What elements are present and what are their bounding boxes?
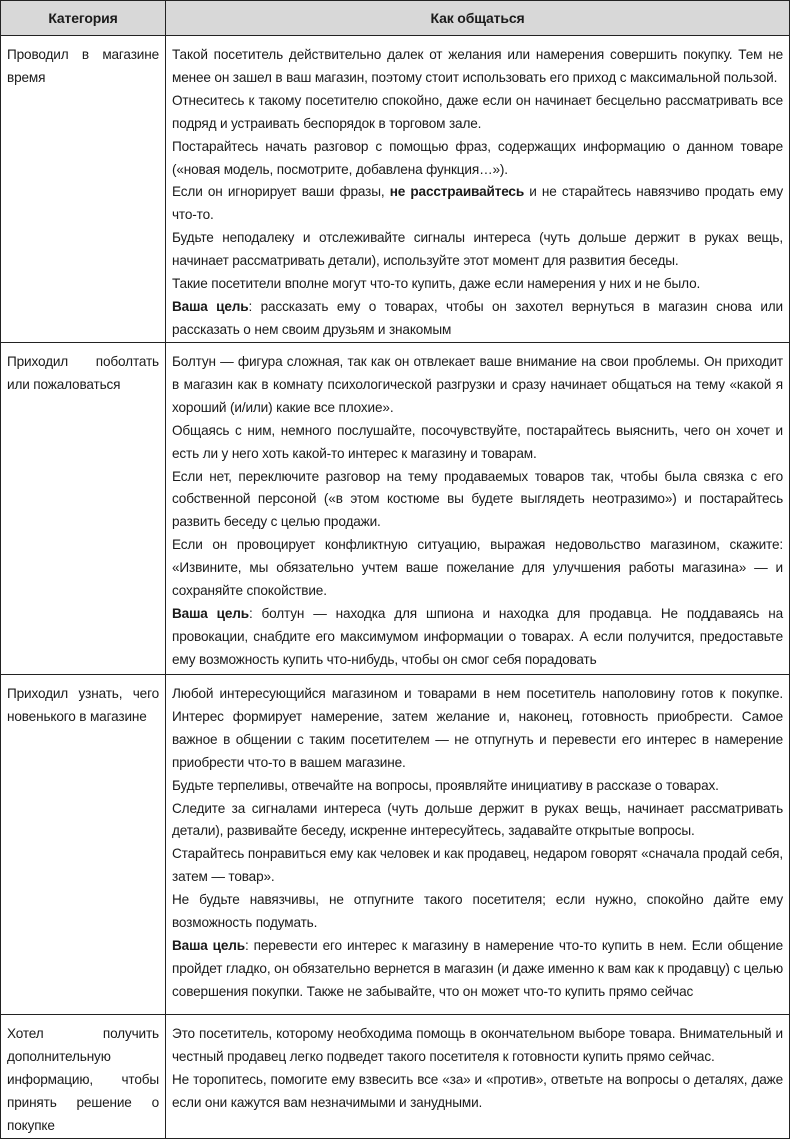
table-row [1, 343, 790, 675]
paragraph: Такой посетитель действительно далек от желания или намерения совершить покупку. Тем не менее он зашел в ваш магазин, поэтому стоит использовать его приход с максимальной пользой. [172, 47, 783, 85]
paragraph: Болтун — фигура сложная, так как он отвлекает ваше внимание на свои проблемы. Он приходит в магазин как в комнату психологической разгрузки и сразу начинает общаться на тему «какой я хороший (и/или) какие все плохие». [172, 354, 783, 415]
paragraph: Если он провоцирует конфликтную ситуацию, выражая недовольство магазином, скажите: «Извините, мы обязательно учтем ваше пожелание для улучшения работы магазина» — и сохраняйте спокойствие. [172, 537, 783, 599]
paragraph: Будьте терпеливы, отвечайте на вопросы, проявляйте инициативу в рассказе о товарах. [172, 777, 719, 793]
goal-paragraph: Ваша цель: рассказать ему о товарах, чтобы он захотел вернуться в магазин снова или рассказать о нем своим друзьям и знакомым [172, 298, 783, 337]
header-row [1, 1, 790, 36]
category-text: Приходил узнать, чего новенького в магазине [7, 686, 159, 724]
how-cell [166, 675, 790, 1015]
header-category: Категория [1, 1, 166, 36]
paragraph: Следите за сигналами интереса (чуть дольше держит в руках вещь, начинает рассматривать детали), развивайте беседу, искренне интересуйтесь, задавайте открытые вопросы. [172, 800, 783, 839]
paragraph: Если нет, переключите разговор на тему продаваемых товаров так, чтобы была связка с его собственной персоной («в этом костюме вы будете выглядеть неотразимо») и постарайтесь развить беседу с целью продажи. [172, 468, 783, 530]
paragraph: Это посетитель, которому необходима помощь в окончательном выборе товара. Внимательный и честный продавец легко подведет такого посетителя к готовности купить прямо сейчас. [172, 1026, 783, 1064]
category-cell [1, 675, 166, 1015]
paragraph: Не будьте навязчивы, не отпугните такого посетителя; если нужно, спокойно дайте ему возможность подумать. [172, 892, 783, 931]
goal-paragraph: Ваша цель: перевести его интерес к магазину в намерение что-то купить в нем. Если общение пройдет гладко, он обязательно вернется в магазин (и даже именно к вам как к продавцу) с целью совершения покупки. Также не забывайте, что он может что-то купить прямо сейчас [172, 937, 783, 999]
category-text: Приходил поболтать или пожаловаться [7, 354, 159, 392]
category-cell [1, 1015, 166, 1139]
category-text: Хотел получить дополнительную информацию, чтобы принять решение о покупке [7, 1026, 159, 1133]
header-how: Как общаться [166, 1, 790, 36]
paragraph: Такие посетители вполне могут что-то купить, даже если намерения у них и не было. [172, 276, 701, 292]
paragraph: Отнеситесь к такому посетителю спокойно, даже если он начинает бесцельно рассматривать все подряд и устраивать беспорядок в торговом зале. [172, 92, 783, 131]
paragraph: Общаясь с ним, немного послушайте, посочувствуйте, постарайтесь выяснить, чего он хочет и есть ли у него хоть какой-то интерес к магазину и товарам. [172, 422, 783, 461]
paragraph: Будьте неподалеку и отслеживайте сигналы интереса (чуть дольше держит в руках вещь, начинает рассматривать детали), используйте этот момент для развития беседы. [172, 230, 783, 269]
bold-phrase: не расстраивайтесь [389, 184, 525, 200]
goal-label: Ваша цель [172, 605, 249, 621]
paragraph: Не торопитесь, помогите ему взвесить все «за» и «против», ответьте на вопросы о деталях, даже если они кажутся вам незначимыми и занудными. [172, 1071, 783, 1110]
goal-label: Ваша цель [172, 937, 245, 953]
table-row [1, 36, 790, 343]
table-row [1, 1015, 790, 1139]
paragraph: Любой интересующийся магазином и товарами в нем посетитель наполовину готов к покупке. Интерес формирует намерение, затем желание и, наконец, готовность приобрести. Самое важное в общении с таким посетителем — не отпугнуть и перевести его интерес в намерение приобрести что-то в вашем магазине. [172, 686, 783, 770]
category-cell [1, 343, 166, 675]
goal-paragraph: Ваша цель: болтун — находка для шпиона и находка для продавца. Не поддаваясь на провокации, снабдите его максимумом информации о товарах. А если получится, предоставьте ему возможность купить что-нибудь, чтобы он смог себя порадовать [172, 605, 784, 667]
how-cell [166, 36, 790, 343]
category-cell [1, 36, 166, 343]
category-text: Проводил в магазине время [7, 47, 159, 85]
table-row [1, 675, 790, 1015]
paragraph: Старайтесь понравиться ему как человек и как продавец, недаром говорят «сначала продай себя, затем — товар». [172, 846, 783, 885]
goal-label: Ваша цель [172, 298, 249, 314]
how-cell [166, 1015, 790, 1139]
paragraph: Если он игнорирует ваши фразы, не расстраивайтесь и не старайтесь навязчиво продать ему что-то. [172, 184, 783, 223]
paragraph: Постарайтесь начать разговор с помощью фраз, содержащих информацию о данном товаре («новая модель, посмотрите, добавлена функция…»). [172, 138, 783, 177]
how-cell [166, 343, 790, 675]
